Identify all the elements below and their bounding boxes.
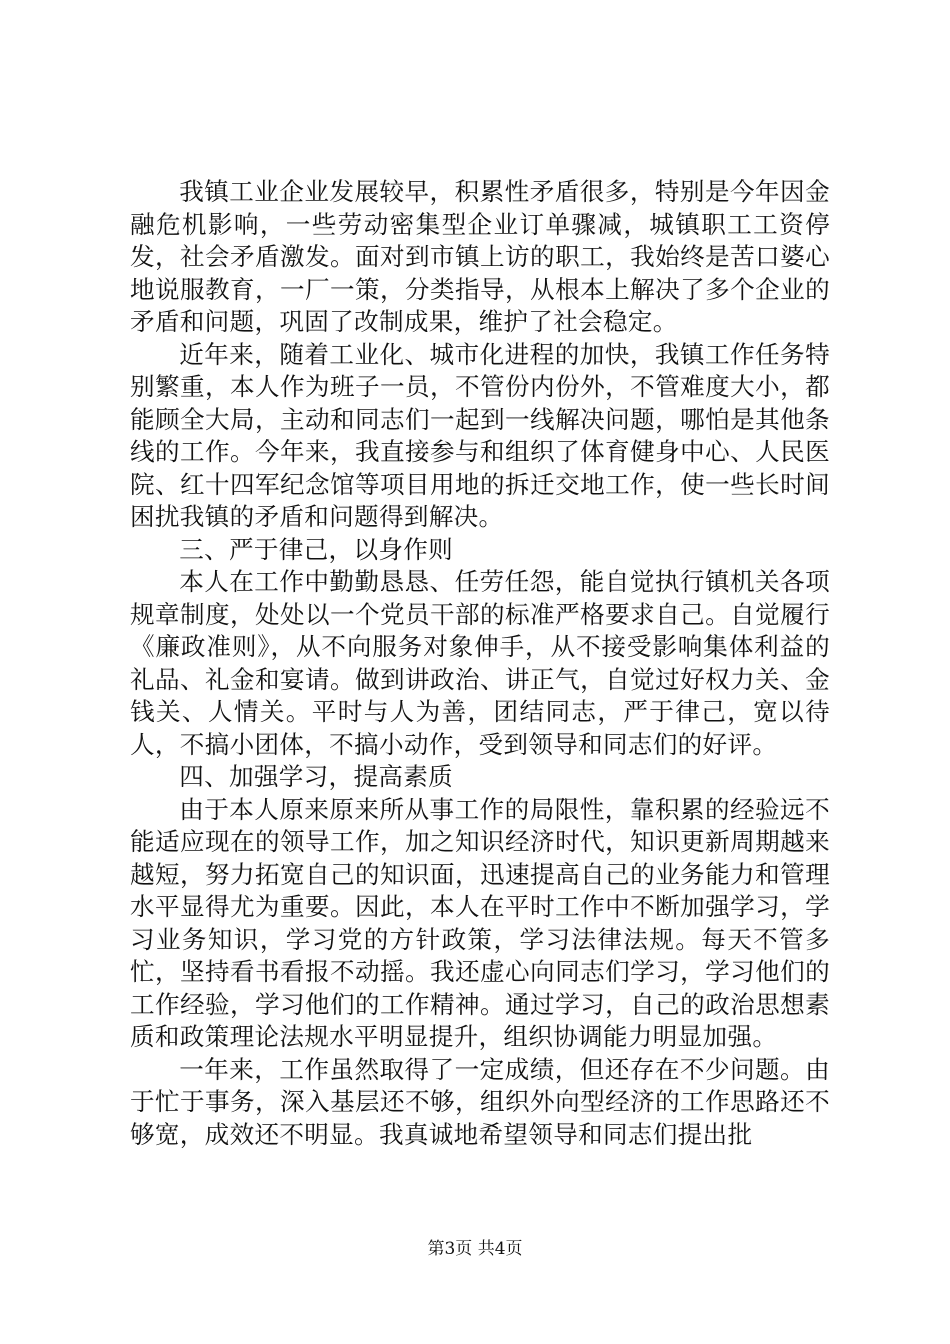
- body-paragraph: 一年来，工作虽然取得了一定成绩，但还存在不少问题。由于忙于事务，深入基层还不够，组织外向型经济的工作思路还不够宽，成效还不明显。我真诚地希望领导和同志们提出批: [130, 1054, 830, 1149]
- body-paragraph: 我镇工业企业发展较早，积累性矛盾很多，特别是今年因金融危机影响，一些劳动密集型企业订单骤减，城镇职工工资停发，社会矛盾激发。面对到市镇上访的职工，我始终是苦口婆心地说服教育，一厂一策，分类指导，从根本上解决了多个企业的矛盾和问题，巩固了改制成果，维护了社会稳定。: [130, 177, 830, 336]
- page-footer: [0, 1238, 950, 1260]
- section-heading: 三、严于律己，以身作则: [179, 534, 454, 564]
- page-number: 第3页: [427, 1239, 473, 1259]
- section-heading: 四、加强学习，提高素质: [179, 762, 454, 791]
- body-paragraph: 本人在工作中勤勤恳恳、任劳任怨，能自觉执行镇机关各项规章制度，处处以一个党员干部的标准严格要求自己。自觉履行《廉政准则》，从不向服务对象伸手，从不接受影响集体利益的礼品、礼金和宴请。做到讲政治、讲正气，自觉过好权力关、金钱关、人情关。平时与人为善，团结同志，严于律己，宽以待人，不搞小团体，不搞小动作，受到领导和同志们的好评。: [130, 567, 830, 759]
- body-paragraph: 由于本人原来原来所从事工作的局限性，靠积累的经验远不能适应现在的领导工作，加之知识经济时代，知识更新周期越来越短，努力拓宽自己的知识面，迅速提高自己的业务能力和管理水平显得尤为重要。因此，本人在平时工作中不断加强学习，学习业务知识，学习党的方针政策，学习法律法规。每天不管多忙，坚持看书看报不动摇。我还虚心向同志们学习，学习他们的工作经验，学习他们的工作精神。通过学习，自己的政治思想素质和政策理论法规水平明显提升，组织协调能力明显加强。: [130, 794, 830, 1051]
- document-body: [130, 176, 830, 1151]
- page-total: 共4页: [477, 1239, 523, 1259]
- body-paragraph: 近年来，随着工业化、城市化进程的加快，我镇工作任务特别繁重，本人作为班子一员，不管份内份外，不管难度大小，都能顾全大局，主动和同志们一起到一线解决问题，哪怕是其他条线的工作。今年来，我直接参与和组织了体育健身中心、人民医院、红十四军纪念馆等项目用地的拆迁交地工作，使一些长时间困扰我镇的矛盾和问题得到解决。: [130, 339, 830, 531]
